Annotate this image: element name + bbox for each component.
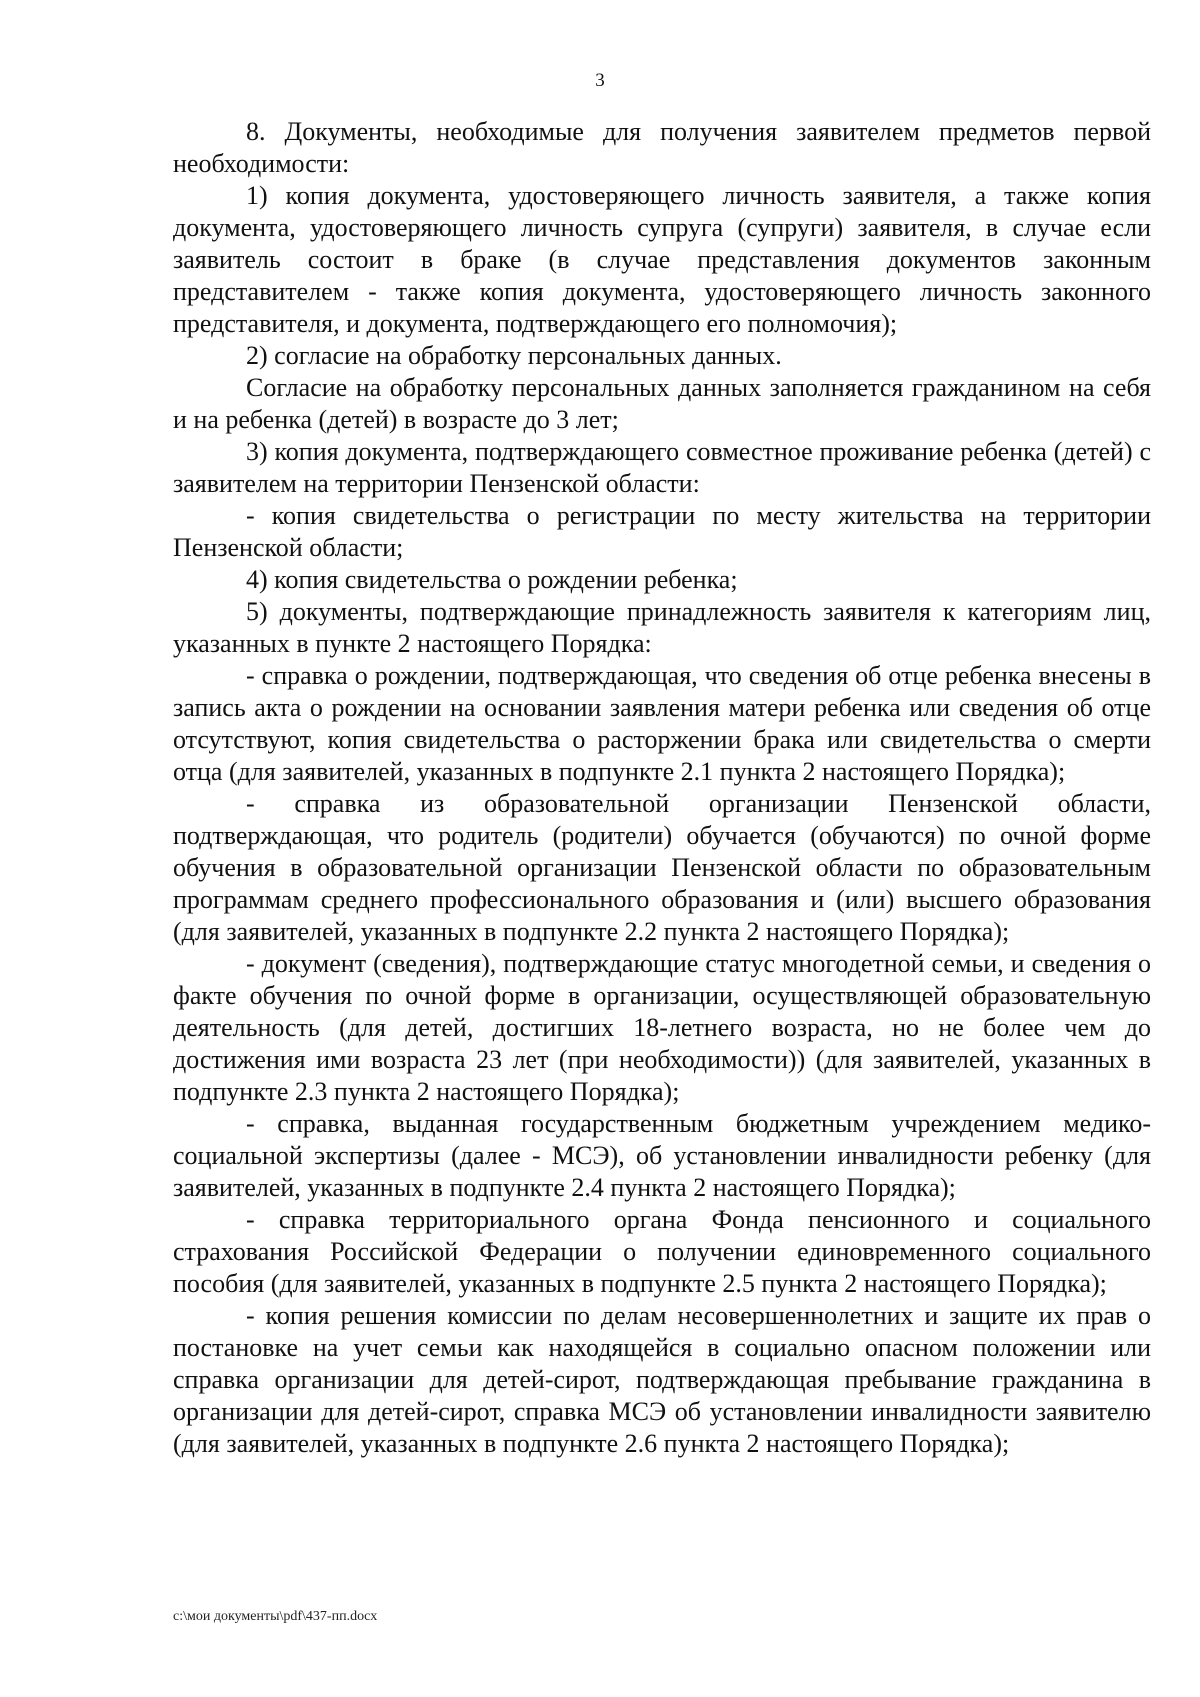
paragraph-subitem-2: 2) согласие на обработку персональных данных. bbox=[246, 341, 782, 370]
paragraph-subitem-4: 4) копия свидетельства о рождении ребенка; bbox=[246, 565, 738, 594]
footer-file-path: c:\мои документы\pdf\437-пп.docx bbox=[173, 1609, 378, 1624]
paragraph-large-family-document: - документ (сведения), подтверждающие статус многодетной семьи, и сведения о факте обучения по очной форме в организации, осуществляющей образовательную деятельность (для детей, достигших 18-летнего возраста, но не более чем до достижения ими возраста 23 лет (при необходимости)) (для заявителей, указанных в подпункте 2.3 пункта 2 настоящего Порядка); bbox=[173, 949, 1151, 1106]
page-number: 3 bbox=[595, 70, 605, 91]
paragraph-item-8-heading: 8. Документы, необходимые для получения заявителем предметов первой необходимости: bbox=[173, 117, 1151, 178]
paragraph-subitem-1: 1) копия документа, удостоверяющего личность заявителя, а также копия документа, удостоверяющего личность супруга (супруги) заявителя, в случае если заявитель состоит в браке (в случае представления документов законным представителем - также копия документа, удостоверяющего личность законного представителя, и документа, подтверждающего его полномочия); bbox=[173, 181, 1151, 338]
paragraph-commission-decision: - копия решения комиссии по делам несовершеннолетних и защите их прав о постановке на учет семьи как находящейся в социально опасном положении или справка организации для детей-сирот, подтверждающая пребывание гражданина в организации для детей-сирот, справка МСЭ об установлении инвалидности заявителю (для заявителей, указанных в подпункте 2.6 пункта 2 настоящего Порядка); bbox=[173, 1301, 1151, 1458]
paragraph-registration-copy: - копия свидетельства о регистрации по месту жительства на территории Пензенской области; bbox=[173, 501, 1151, 562]
paragraph-subitem-3: 3) копия документа, подтверждающего совместное проживание ребенка (детей) с заявителем на территории Пензенской области: bbox=[173, 437, 1151, 498]
paragraph-subitem-5: 5) документы, подтверждающие принадлежность заявителя к категориям лиц, указанных в пункте 2 настоящего Порядка: bbox=[173, 597, 1151, 658]
paragraph-disability-certificate: - справка, выданная государственным бюджетным учреждением медико-социальной экспертизы (далее - МСЭ), об установлении инвалидности ребенку (для заявителей, указанных в подпункте 2.4 пункта 2 настоящего Порядка); bbox=[173, 1109, 1151, 1202]
paragraph-pension-fund-certificate: - справка территориального органа Фонда пенсионного и социального страхования Российской Федерации о получении единовременного социального пособия (для заявителей, указанных в подпункте 2.5 пункта 2 настоящего Порядка); bbox=[173, 1205, 1151, 1298]
paragraph-birth-certificate-note: - справка о рождении, подтверждающая, что сведения об отце ребенка внесены в запись акта о рождении на основании заявления матери ребенка или сведения об отце отсутствуют, копия свидетельства о расторжении брака или свидетельства о смерти отца (для заявителей, указанных в подпункте 2.1 пункта 2 настоящего Порядка); bbox=[173, 661, 1151, 786]
document-body bbox=[173, 116, 1151, 1460]
paragraph-consent-note: Согласие на обработку персональных данных заполняется гражданином на себя и на ребенка (детей) в возрасте до 3 лет; bbox=[173, 373, 1151, 434]
paragraph-education-certificate: - справка из образовательной организации Пензенской области, подтверждающая, что родитель (родители) обучается (обучаются) по очной форме обучения в образовательной организации Пензенской области по образовательным программам среднего профессионального образования и (или) высшего образования (для заявителей, указанных в подпункте 2.2 пункта 2 настоящего Порядка); bbox=[173, 789, 1151, 946]
